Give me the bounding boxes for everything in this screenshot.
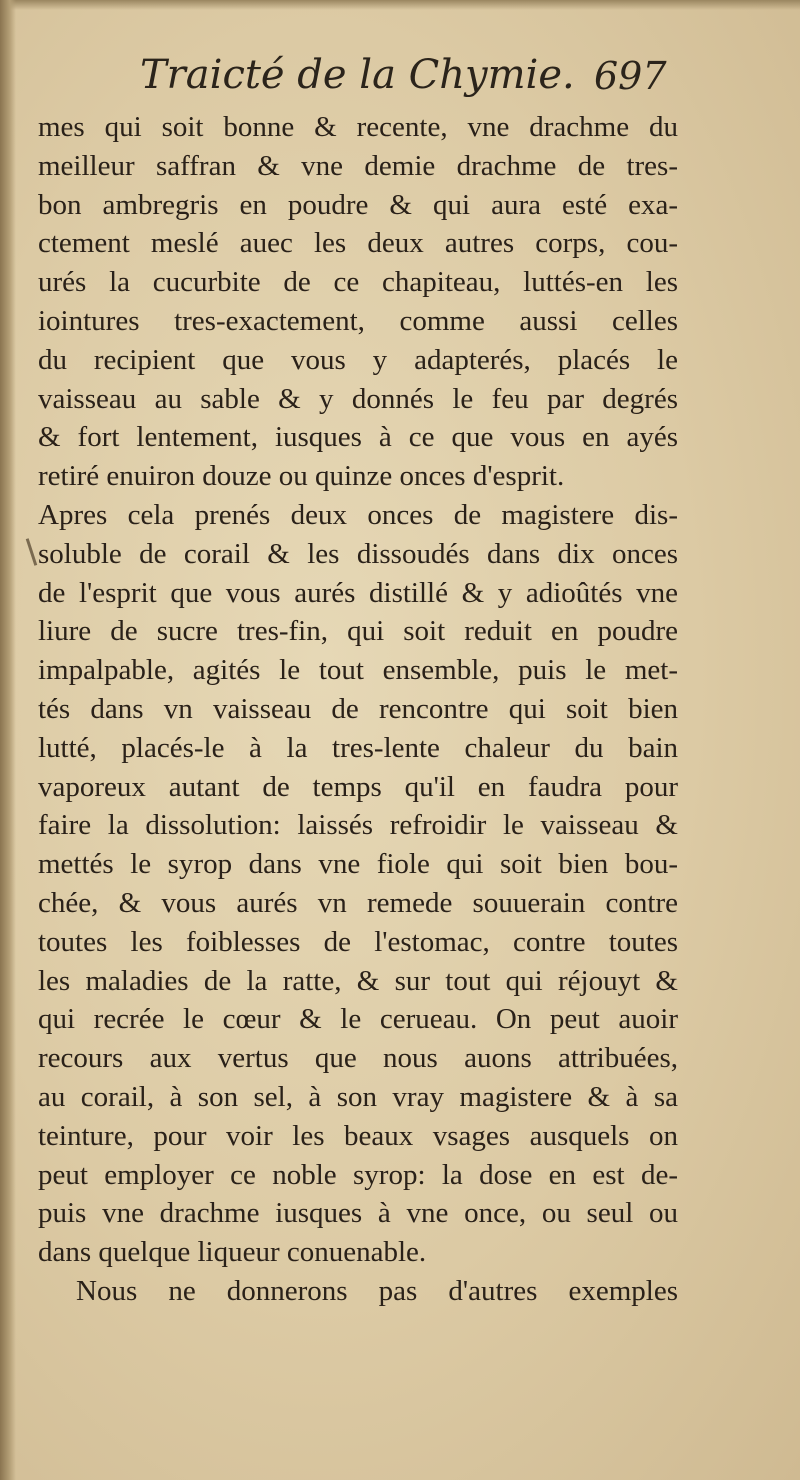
page-header bbox=[0, 44, 800, 104]
text-line: mettés le syrop dans vne fiole qui soit bien bou- bbox=[38, 848, 678, 881]
text-line: retiré enuiron douze ou quinze onces d'esprit. bbox=[38, 460, 565, 493]
text-line: Nous ne donnerons pas d'autres exemples bbox=[76, 1274, 678, 1307]
text-line: liure de sucre tres-fin, qui soit reduit en poudre bbox=[38, 615, 678, 648]
page-top-edge bbox=[0, 0, 800, 10]
page-number: 697 bbox=[594, 54, 667, 98]
text-line: impalpable, agités le tout ensemble, puis le met- bbox=[38, 654, 678, 687]
text-line: Apres cela prenés deux onces de magistere dis- bbox=[38, 498, 678, 531]
body-text bbox=[38, 108, 678, 1311]
text-line: lutté, placés-le à la tres-lente chaleur du bain bbox=[38, 731, 678, 764]
text-line: dans quelque liqueur conuenable. bbox=[38, 1236, 427, 1269]
text-line: peut employer ce noble syrop: la dose en est de- bbox=[38, 1158, 678, 1191]
text-line: de l'esprit que vous aurés distillé & y adioûtés vne bbox=[38, 576, 678, 609]
text-line: chée, & vous aurés vn remede souuerain contre bbox=[38, 886, 678, 919]
text-line: recours aux vertus que nous auons attribuées, bbox=[38, 1042, 678, 1075]
text-line: iointures tres-exactement, comme aussi celles bbox=[38, 304, 678, 337]
text-line: vaporeux autant de temps qu'il en faudra pour bbox=[38, 770, 678, 803]
text-line: toutes les foiblesses de l'estomac, contre toutes bbox=[38, 925, 678, 958]
text-line: bon ambregris en poudre & qui aura esté exa- bbox=[38, 188, 678, 221]
text-line: puis vne drachme iusques à vne once, ou seul ou bbox=[38, 1197, 678, 1230]
text-line: les maladies de la ratte, & sur tout qui réjouyt & bbox=[38, 964, 678, 997]
text-line: mes qui soit bonne & recente, vne drachme du bbox=[38, 111, 678, 143]
running-title: Traicté de la Chymie. bbox=[140, 52, 575, 98]
binding-shadow bbox=[0, 0, 16, 1480]
text-line: meilleur saffran & vne demie drachme de tres- bbox=[38, 149, 678, 182]
text-line: ctement meslé auec les deux autres corps, cou- bbox=[38, 227, 678, 260]
text-line: qui recrée le cœur & le cerueau. On peut auoir bbox=[38, 1003, 678, 1036]
text-line: au corail, à son sel, à son vray magistere & à sa bbox=[38, 1080, 678, 1113]
text-line: vaisseau au sable & y donnés le feu par degrés bbox=[38, 382, 678, 415]
text-line: du recipient que vous y adapterés, placés le bbox=[38, 343, 678, 376]
text-line: tés dans vn vaisseau de rencontre qui soit bien bbox=[38, 692, 678, 725]
text-line: & fort lentement, iusques à ce que vous en ayés bbox=[38, 421, 678, 454]
margin-mark bbox=[26, 538, 38, 566]
text-line: faire la dissolution: laissés refroidir le vaisseau & bbox=[38, 809, 678, 842]
text-line: urés la cucurbite de ce chapiteau, luttés-en les bbox=[38, 266, 678, 299]
text-line: soluble de corail & les dissoudés dans dix onces bbox=[38, 537, 678, 570]
text-line: teinture, pour voir les beaux vsages ausquels on bbox=[38, 1119, 678, 1152]
